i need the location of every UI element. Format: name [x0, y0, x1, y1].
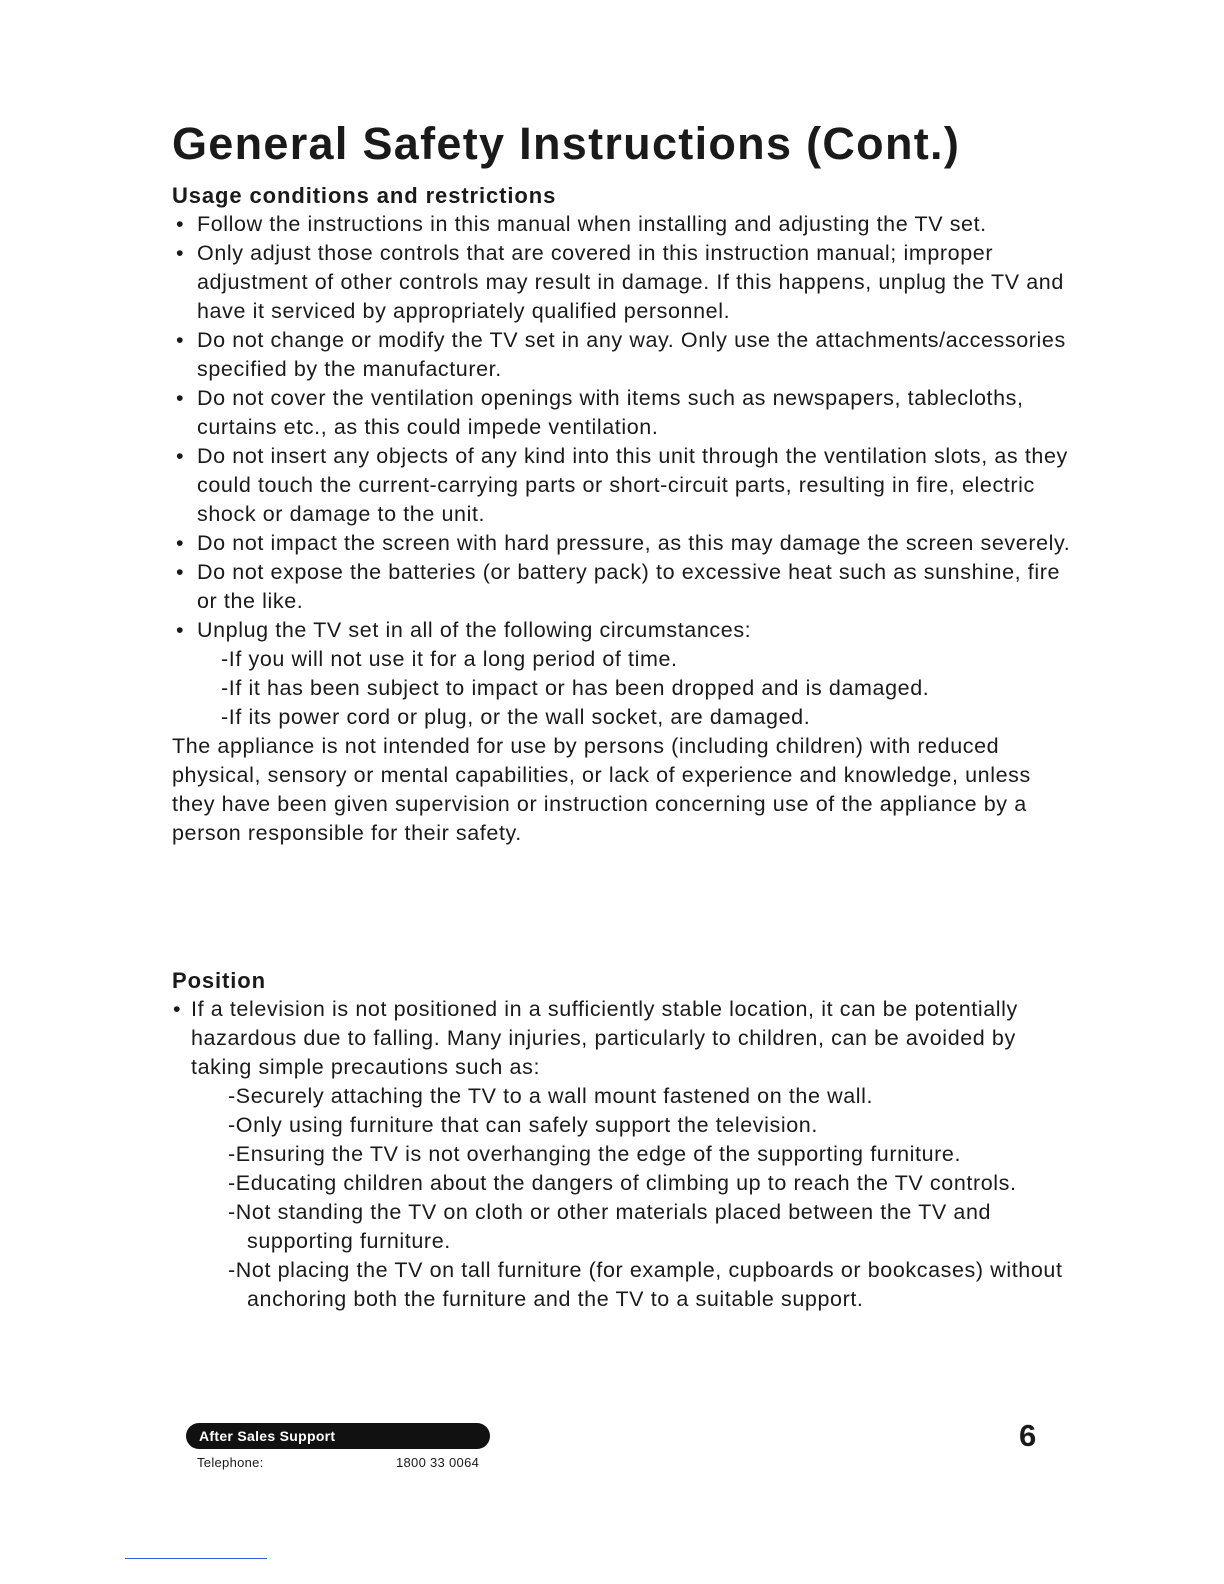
list-item-text: Do not expose the batteries (or battery pack) to excessive heat such as sunshine, fire or the like.: [197, 560, 1061, 613]
precaution-item: -Educating children about the dangers of climbing up to reach the TV controls.: [228, 1171, 1017, 1195]
bullet-icon: •: [176, 328, 185, 352]
bullet-icon: •: [176, 444, 185, 468]
bullet-icon: •: [176, 212, 185, 236]
list-item: [172, 529, 1072, 558]
precaution-item: -Securely attaching the TV to a wall mount fastened on the wall.: [228, 1084, 874, 1108]
list-item: [172, 210, 1072, 239]
list-item: [172, 384, 1072, 442]
list-item-text: Do not cover the ventilation openings with items such as newspapers, tablecloths, curtains etc., as this could impede ventilation.: [197, 386, 1024, 439]
appliance-note: The appliance is not intended for use by persons (including children) with reduced physical, sensory or mental capabilities, or lack of experience and knowledge, unless they have been given supervision or instruction concerning use of the appliance by a person responsible for their safety.: [172, 734, 1031, 845]
footer-divider: [125, 1558, 267, 1559]
list-item: [172, 326, 1072, 384]
telephone-label: Telephone:: [197, 1455, 264, 1470]
usage-heading: Usage conditions and restrictions: [172, 183, 557, 208]
precaution-item: -Not placing the TV on tall furniture (for example, cupboards or bookcases) without anchoring both the furniture and the TV to a suitable support.: [228, 1258, 1063, 1311]
bullet-icon: •: [176, 386, 185, 410]
list-item-text: Do not insert any objects of any kind into this unit through the ventilation slots, as they could touch the current-carrying parts or short-circuit parts, resulting in fire, electric shock or damage to the unit.: [197, 444, 1068, 526]
list-item: [172, 239, 1072, 326]
after-sales-support-badge: After Sales Support: [186, 1423, 490, 1449]
list-item: [172, 616, 1072, 645]
bullet-icon: •: [176, 531, 185, 555]
usage-conditions-list: [172, 210, 1072, 848]
list-item: [172, 558, 1072, 616]
list-item: [172, 442, 1072, 529]
precaution-item: -Not standing the TV on cloth or other materials placed between the TV and supporting furniture.: [228, 1200, 992, 1253]
list-item: [172, 995, 1072, 1082]
unplug-circumstance: -If it has been subject to impact or has been dropped and is damaged.: [221, 676, 930, 700]
list-item-text: Unplug the TV set in all of the following circumstances:: [197, 618, 752, 642]
bullet-icon: •: [176, 241, 185, 265]
unplug-circumstance: -If its power cord or plug, or the wall socket, are damaged.: [221, 705, 811, 729]
list-item-text: If a television is not positioned in a sufficiently stable location, it can be potentially hazardous due to falling. Many injuries, particularly to children, can be avoided by taking simple precautions such as:: [191, 997, 1018, 1079]
position-list: [172, 995, 1072, 1314]
bullet-icon: •: [176, 560, 185, 584]
bullet-icon: •: [176, 618, 185, 642]
page-number: 6: [1019, 1418, 1037, 1453]
page-title: General Safety Instructions (Cont.): [172, 118, 961, 169]
list-item-text: Do not change or modify the TV set in any way. Only use the attachments/accessories specified by the manufacturer.: [197, 328, 1066, 381]
unplug-circumstance: -If you will not use it for a long period of time.: [221, 647, 678, 671]
precaution-item: -Ensuring the TV is not overhanging the edge of the supporting furniture.: [228, 1142, 962, 1166]
bullet-icon: •: [173, 997, 182, 1021]
list-item-text: Follow the instructions in this manual when installing and adjusting the TV set.: [197, 212, 987, 236]
telephone-number: 1800 33 0064: [396, 1455, 480, 1470]
list-item-text: Only adjust those controls that are covered in this instruction manual; improper adjustment of other controls may result in damage. If this happens, unplug the TV and have it serviced by appropriately qualified personnel.: [197, 241, 1064, 323]
position-heading: Position: [172, 968, 266, 993]
precaution-item: -Only using furniture that can safely support the television.: [228, 1113, 818, 1137]
list-item-text: Do not impact the screen with hard pressure, as this may damage the screen severely.: [197, 531, 1071, 555]
